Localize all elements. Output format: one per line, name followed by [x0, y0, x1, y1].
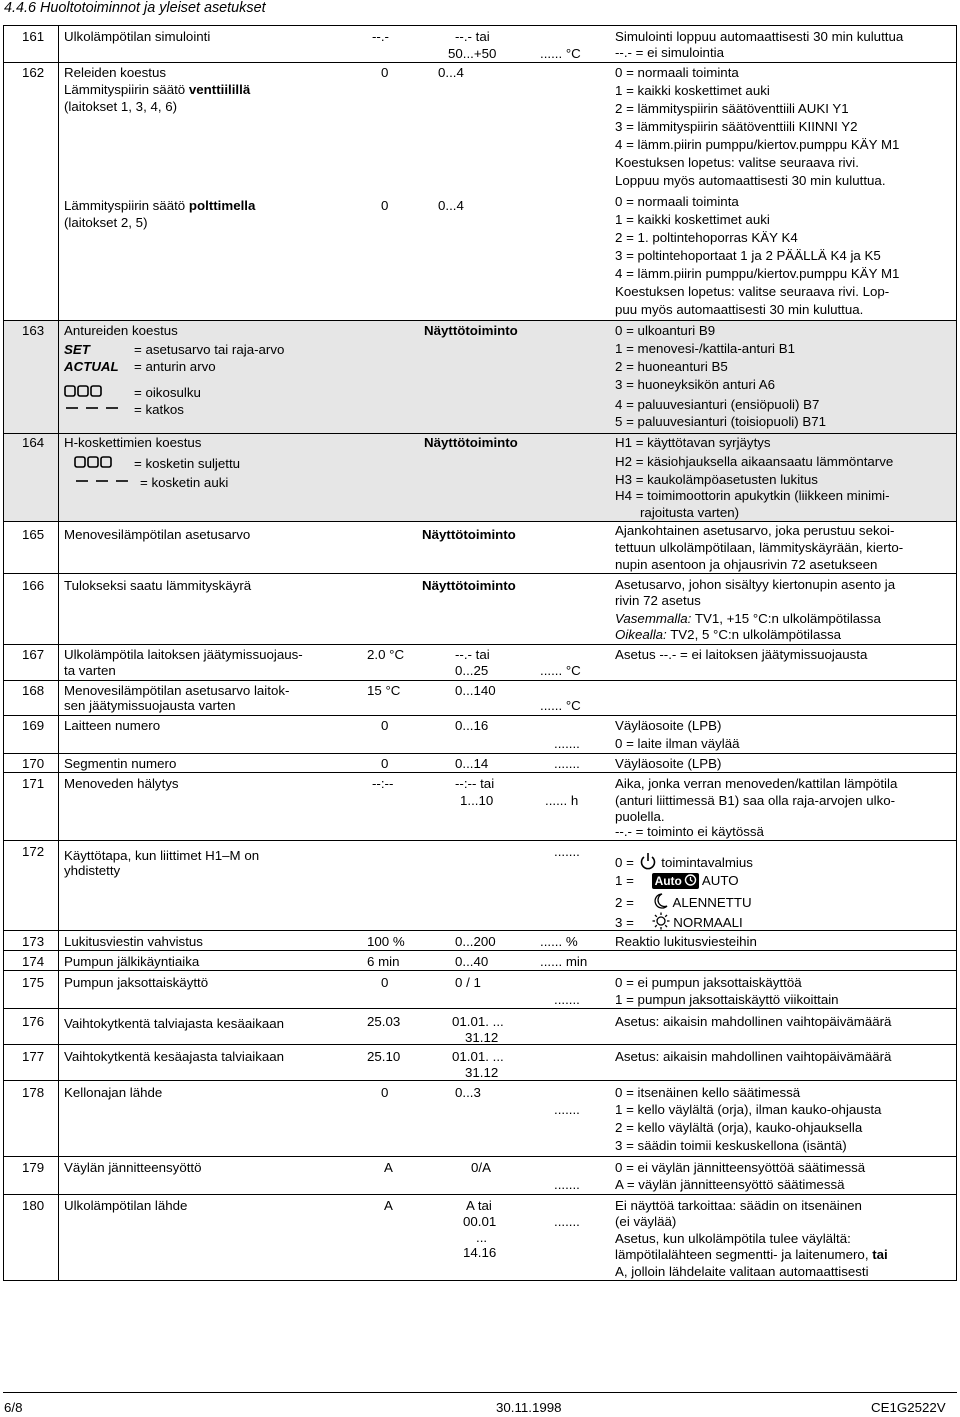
- note-line: puolella.: [615, 809, 665, 824]
- row-divider: [3, 930, 957, 931]
- row-number: 174: [22, 954, 45, 969]
- note-line: 3 = poltintehoportaat 1 ja 2 PÄÄLLÄ K4 ja K5: [615, 248, 881, 263]
- note-line: H1 = käyttötavan syrjäytys: [615, 435, 771, 450]
- note-line: 2 = lämmityspiirin säätöventtiili AUKI Y1: [615, 101, 849, 116]
- note-line: 0 = ei väylän jännitteensyöttöä säätimessä: [615, 1160, 866, 1175]
- range-value: 31.12: [465, 1030, 499, 1045]
- row-description: (laitokset 2, 5): [64, 215, 148, 230]
- default-value: 0: [381, 65, 389, 80]
- range-value: 14.16: [463, 1245, 497, 1260]
- range-value: 00.01: [463, 1214, 497, 1229]
- unit-value: ...... °C: [540, 46, 581, 61]
- row-number: 172: [22, 844, 45, 859]
- note-line: Aika, jonka verran menoveden/kattilan lämpötila: [615, 776, 898, 791]
- range-value: 0...200: [455, 934, 496, 949]
- open-circuit-symbol-icon: [64, 401, 124, 420]
- note-line: nupin asentoon ja ohjausrivin 72 asetukseen: [615, 557, 878, 572]
- mode-option: 3 = NORMAALI: [615, 912, 743, 935]
- row-divider: [3, 840, 957, 841]
- note-line: Loppuu myös automaattisesti 30 min kuluttua.: [615, 173, 886, 188]
- row-number: 162: [22, 65, 45, 80]
- row-description: Pumpun jälkikäyntiaika: [64, 954, 200, 969]
- default-value: --:--: [372, 776, 394, 791]
- unit-value: ...... h: [545, 793, 579, 808]
- row-description: Segmentin numero: [64, 756, 177, 771]
- row-number: 164: [22, 435, 45, 450]
- default-value: 15 °C: [367, 683, 401, 698]
- note-line: (ei väylää): [615, 1214, 677, 1229]
- note-line: 2 = kello väylältä (orja), kauko-ohjauksella: [615, 1120, 863, 1135]
- unit-value: .......: [554, 1102, 580, 1117]
- note-line: Koestuksen lopetus: valitse seuraava rivi.: [615, 155, 859, 170]
- row-number: 175: [22, 975, 45, 990]
- default-value: A: [384, 1160, 393, 1175]
- note-line: 4 = lämm.piirin pumppu/kiertov.pumppu KÄY M1: [615, 137, 900, 152]
- note-line: --.- = ei simulointia: [615, 45, 724, 60]
- table-right-border: [956, 25, 957, 1280]
- unit-value: ...... °C: [540, 663, 581, 678]
- row-number: 178: [22, 1085, 45, 1100]
- set-label: SET: [64, 342, 90, 357]
- range-value: 0...3: [455, 1085, 481, 1100]
- note-line: 1 = pumpun jaksottaiskäyttö viikoittain: [615, 992, 839, 1007]
- row-number: 179: [22, 1160, 45, 1175]
- row-number: 169: [22, 718, 45, 733]
- row-description: Tulokseksi saatu lämmityskäyrä: [64, 578, 252, 593]
- range-value: 0...14: [455, 756, 489, 771]
- note-line: Asetus, kun ulkolämpötila tulee väylältä:: [615, 1231, 851, 1246]
- note-line: 2 = huoneanturi B5: [615, 359, 728, 374]
- range-value: --:-- tai: [455, 776, 495, 791]
- table-top-border: [3, 25, 957, 26]
- row-description: Lämmityspiirin säätö venttiilillä: [64, 82, 251, 97]
- note-line: Asetus: aikaisin mahdollinen vaihtopäivämäärä: [615, 1049, 892, 1064]
- row-number: 176: [22, 1014, 45, 1029]
- note-line: 0 = normaali toiminta: [615, 194, 739, 209]
- note-line: Ei näyttöä tarkoittaa: säädin on itsenäinen: [615, 1198, 862, 1213]
- row-number: 171: [22, 776, 45, 791]
- note-line: A = väylän jännitteensyöttö säätimessä: [615, 1177, 845, 1192]
- row-description: yhdistetty: [64, 863, 121, 878]
- footer-document-code: CE1G2522V: [871, 1400, 946, 1415]
- display-function-label: Näyttötoiminto: [424, 323, 518, 338]
- mode-option: 0 = toimintavalmius: [615, 852, 753, 875]
- unit-value: ...... °C: [540, 698, 581, 713]
- note-line: Oikealla: TV2, 5 °C:n ulkolämpötilassa: [615, 627, 842, 642]
- table-left-border: [3, 25, 4, 1280]
- range-value: 01.01. ...: [452, 1049, 504, 1064]
- range-value: --.- tai: [455, 29, 490, 44]
- default-value: --.-: [372, 29, 389, 44]
- row-description: Vaihtokytkentä talviajasta kesäaikaan: [64, 1016, 285, 1031]
- note-line: 0 = itsenäinen kello säätimessä: [615, 1085, 801, 1100]
- note-line: 3 = säädin toimii keskuskellona (isäntä): [615, 1138, 847, 1153]
- note-line: 3 = lämmityspiirin säätöventtiili KIINNI Y2: [615, 119, 858, 134]
- mode-label: NORMAALI: [673, 914, 743, 930]
- row-divider: [3, 1194, 957, 1195]
- row-divider: [3, 1156, 957, 1157]
- note-line: Koestuksen lopetus: valitse seuraava rivi. Lop-: [615, 284, 890, 299]
- row-description: Käyttötapa, kun liittimet H1–M on: [64, 848, 260, 863]
- note-line: 4 = paluuvesianturi (ensiöpuoli) B7: [615, 397, 820, 412]
- display-function-label: Näyttötoiminto: [422, 578, 516, 593]
- mode-option: 2 = ALENNETTU: [615, 892, 752, 915]
- mode-label: ALENNETTU: [672, 894, 752, 910]
- contact-closed-symbol-icon: [74, 455, 114, 474]
- note-line: tettuun ulkolämpötilaan, lämmityskäyrään, kierto-: [615, 540, 904, 555]
- page-title: 4.4.6 Huoltotoiminnot ja yleiset asetukset: [4, 0, 266, 16]
- default-value: 25.03: [367, 1014, 401, 1029]
- row-divider: [3, 680, 957, 681]
- actual-description: = anturin arvo: [134, 359, 216, 374]
- legend-contact-closed: = kosketin suljettu: [134, 456, 241, 471]
- footer-date: 30.11.1998: [496, 1400, 562, 1415]
- row-description: Ulkolämpötila laitoksen jäätymissuojaus-: [64, 647, 303, 662]
- note-line: 2 = 1. poltintehoporras KÄY K4: [615, 230, 798, 245]
- actual-label: ACTUAL: [64, 359, 119, 374]
- note-line: 0 = ei pumpun jaksottaiskäyttöä: [615, 975, 802, 990]
- row-divider: [3, 753, 957, 754]
- mode-label: AUTO: [701, 873, 739, 888]
- row-number: 168: [22, 683, 45, 698]
- range-value: --.- tai: [455, 647, 490, 662]
- row-description: Kellonajan lähde: [64, 1085, 163, 1100]
- row-description: (laitokset 1, 3, 4, 6): [64, 99, 178, 114]
- row-description: sen jäätymissuojausta varten: [64, 698, 236, 713]
- legend-short-circuit: = oikosulku: [134, 385, 201, 400]
- row-description: Laitteen numero: [64, 718, 161, 733]
- short-circuit-symbol-icon: [64, 384, 104, 403]
- note-line: --.- = toiminto ei käytössä: [615, 824, 764, 839]
- note-line: Väyläosoite (LPB): [615, 718, 722, 733]
- default-value: 0: [381, 756, 389, 771]
- range-value: 0...25: [455, 663, 489, 678]
- note-line: 1 = kaikki koskettimet auki: [615, 83, 770, 98]
- row-number: 163: [22, 323, 45, 338]
- row-number: 177: [22, 1049, 45, 1064]
- sun-icon: [652, 912, 670, 935]
- note-line: rajoitusta varten): [640, 505, 740, 520]
- note-line: 1 = kaikki koskettimet auki: [615, 212, 770, 227]
- unit-value: .......: [554, 992, 580, 1007]
- range-value: 0/A: [471, 1160, 491, 1175]
- note-line: Asetusarvo, johon sisältyy kiertonupin asento ja: [615, 577, 896, 592]
- range-value: 0...16: [455, 718, 489, 733]
- unit-value: .......: [554, 1177, 580, 1192]
- note-line: 3 = huoneyksikön anturi A6: [615, 377, 776, 392]
- note-line: 5 = paluuvesianturi (toisiopuoli) B71: [615, 414, 827, 429]
- note-line: (anturi liittimessä B1) saa olla raja-arvojen ulko-: [615, 793, 896, 808]
- range-value: 0 / 1: [455, 975, 481, 990]
- footer-page-number: 6/8: [4, 1400, 23, 1415]
- range-value: 0...4: [438, 198, 464, 213]
- default-value: 25.10: [367, 1049, 401, 1064]
- row-description: Antureiden koestus: [64, 323, 178, 338]
- unit-value: .......: [554, 844, 580, 859]
- row-description: Menovesilämpötilan asetusarvo laitok-: [64, 683, 290, 698]
- contact-open-symbol-icon: [74, 474, 134, 493]
- unit-value: .......: [554, 756, 580, 771]
- note-line: puu myös automaattisesti 30 min kuluttua.: [615, 302, 864, 317]
- range-value: ...: [476, 1230, 488, 1245]
- default-value: 2.0 °C: [367, 647, 405, 662]
- mode-label: toimintavalmius: [661, 854, 753, 870]
- row-description: Releiden koestus: [64, 65, 167, 80]
- range-value: A tai: [466, 1198, 492, 1213]
- row-description: Menoveden hälytys: [64, 776, 179, 791]
- row-description: Vaihtokytkentä kesäajasta talviaikaan: [64, 1049, 285, 1064]
- row-description: Ulkolämpötilan simulointi: [64, 29, 211, 44]
- unit-value: .......: [554, 1214, 580, 1229]
- row-description: Väylän jännitteensyöttö: [64, 1160, 202, 1175]
- auto-icon: Auto: [652, 873, 699, 889]
- row-number: 173: [22, 934, 45, 949]
- range-value: 0...140: [455, 683, 496, 698]
- note-line: Ajankohtainen asetusarvo, joka perustuu sekoi-: [615, 523, 895, 538]
- note-line: lämpötilalähteen segmentti- ja laitenumero, tai: [615, 1247, 888, 1262]
- row-description: Lämmityspiirin säätö polttimella: [64, 198, 256, 213]
- row-number: 161: [22, 29, 45, 44]
- range-value: 31.12: [465, 1065, 499, 1080]
- note-line: 0 = normaali toiminta: [615, 65, 739, 80]
- note-line: Asetus --.- = ei laitoksen jäätymissuojausta: [615, 647, 868, 662]
- row-description: ta varten: [64, 663, 116, 678]
- display-function-label: Näyttötoiminto: [424, 435, 518, 450]
- mode-option: 1 = Auto AUTO: [615, 873, 739, 889]
- row-number: 166: [22, 578, 45, 593]
- legend-open-circuit: = katkos: [134, 402, 184, 417]
- note-line: Vasemmalla: TV1, +15 °C:n ulkolämpötilassa: [615, 611, 881, 626]
- row-number: 165: [22, 527, 45, 542]
- note-line: Asetus: aikaisin mahdollinen vaihtopäivämäärä: [615, 1014, 892, 1029]
- note-line: H2 = käsiohjauksella aikaansaatu lämmöntarve: [615, 454, 894, 469]
- default-value: 0: [381, 975, 389, 990]
- row-description: Ulkolämpötilan lähde: [64, 1198, 188, 1213]
- row-description: Pumpun jaksottaiskäyttö: [64, 975, 209, 990]
- default-value: 0: [381, 718, 389, 733]
- unit-value: ...... min: [540, 954, 588, 969]
- range-value: 50...+50: [448, 46, 497, 61]
- row-divider: [3, 644, 957, 645]
- note-line: Simulointi loppuu automaattisesti 30 min kuluttua: [615, 29, 904, 44]
- row-description: Menovesilämpötilan asetusarvo: [64, 527, 251, 542]
- row-number: 170: [22, 756, 45, 771]
- range-value: 1...10: [460, 793, 494, 808]
- range-value: 0...4: [438, 65, 464, 80]
- column-divider: [58, 25, 59, 1280]
- note-line: Reaktio lukitusviesteihin: [615, 934, 757, 949]
- note-line: rivin 72 asetus: [615, 593, 701, 608]
- display-function-label: Näyttötoiminto: [422, 527, 516, 542]
- note-line: 0 = laite ilman väylää: [615, 736, 740, 751]
- row-number: 180: [22, 1198, 45, 1213]
- row-divider: [3, 320, 957, 321]
- range-value: 01.01. ...: [452, 1014, 504, 1029]
- default-value: 100 %: [367, 934, 405, 949]
- note-line: H3 = kaukolämpöasetusten lukitus: [615, 472, 818, 487]
- footer-rule: [3, 1392, 957, 1393]
- set-description: = asetusarvo tai raja-arvo: [134, 342, 285, 357]
- row-description: Lukitusviestin vahvistus: [64, 934, 203, 949]
- unit-value: .......: [554, 736, 580, 751]
- legend-contact-open: = kosketin auki: [140, 475, 229, 490]
- row-divider: [3, 715, 957, 716]
- default-value: A: [384, 1198, 393, 1213]
- row-description: H-koskettimien koestus: [64, 435, 202, 450]
- note-line: A, jolloin lähdelaite valitaan automaattisesti: [615, 1264, 869, 1279]
- note-line: 1 = menovesi-/kattila-anturi B1: [615, 341, 795, 356]
- note-line: Väyläosoite (LPB): [615, 756, 722, 771]
- note-line: H4 = toimimoottorin apukytkin (liikkeen minimi-: [615, 488, 890, 503]
- note-line: 4 = lämm.piirin pumppu/kiertov.pumppu KÄY M1: [615, 266, 900, 281]
- unit-value: ...... %: [540, 934, 578, 949]
- note-line: 1 = kello väylältä (orja), ilman kauko-ohjausta: [615, 1102, 882, 1117]
- default-value: 6 min: [367, 954, 400, 969]
- note-line: 0 = ulkoanturi B9: [615, 323, 716, 338]
- row-number: 167: [22, 647, 45, 662]
- default-value: 0: [381, 1085, 389, 1100]
- default-value: 0: [381, 198, 389, 213]
- range-value: 0...40: [455, 954, 489, 969]
